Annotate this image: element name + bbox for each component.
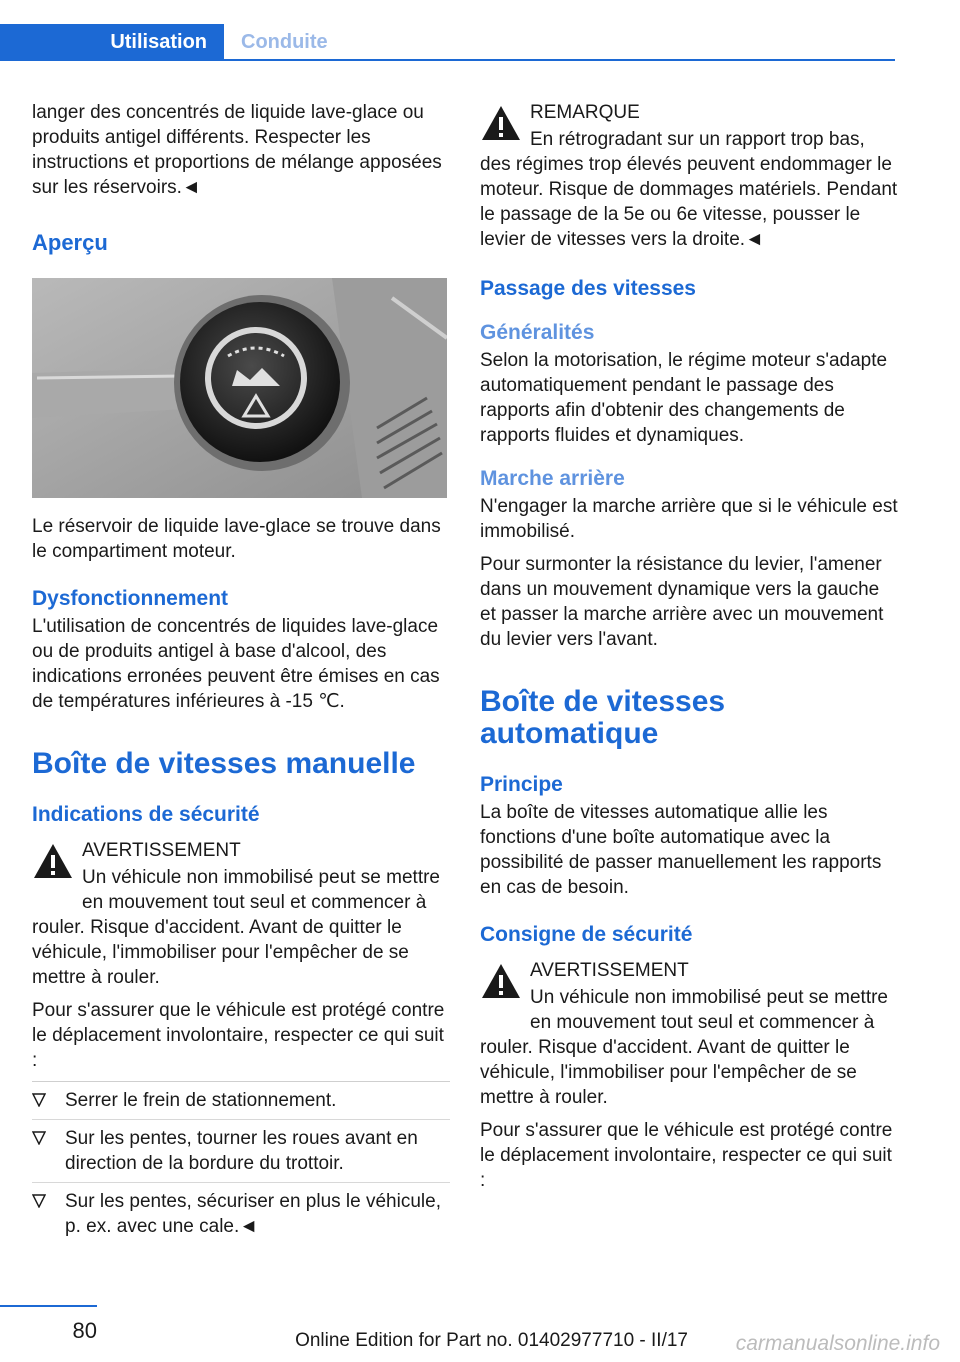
intro-text: langer des concentrés de liquide lave-glace ou produits antigel différents. Respecter les instructions et proportions de mélange apposées sur les réservoirs.◄ [32,102,442,198]
general-text: Selon la motorisation, le régime moteur s'adapte automatiquement pendant le passage des rapports afin d'obtenir des changements de rapports fluides et dynamiques. [480,350,888,446]
warning-triangle-icon [480,104,522,142]
safety-instruction-heading: Consigne de sécurité [480,923,693,946]
reverse-heading: Marche arrière [480,467,625,490]
note-text: des régimes trop élevés peuvent endommager le moteur. Risque de dommages matériels. Pendant le passage de la 5e ou 6e vitesse, pousser le levier de vitesses vers la droite.◄ [480,154,898,250]
list-item-text: Serrer le frein de stationnement. [65,1090,337,1111]
warning-triangle-icon [32,842,74,880]
page-number: 80 [72,1318,97,1343]
malfunction-text: L'utilisation de concentrés de liquides lave-glace ou de produits antigel à base d'alcool, des indications erronées peuvent être émises en cas de températures inférieures à -15 ℃. [32,616,440,712]
list-item-text: Sur les pentes, tourner les roues avant en direction de la bordure du trottoir. [65,1128,418,1174]
list-item-text: Sur les pentes, sécuriser en plus le véhicule, p. ex. avec une cale.◄ [65,1191,441,1237]
right-column [480,100,898,1201]
manual-gearbox-heading: Boîte de vitesses manuelle [32,747,416,780]
ensure-text: Pour s'assurer que le véhicule est protégé contre le déplacement involontaire, respecter ce qui suit : [32,1000,445,1071]
list-item [32,1081,450,1119]
photo-caption: Le réservoir de liquide lave-glace se trouve dans le compartiment moteur. [32,516,441,562]
warning-title: AVERTISSEMENT [530,960,689,981]
note-block [480,100,898,252]
list-item [32,1182,450,1245]
note-text-first: En rétrogradant sur un rapport trop bas, [530,129,865,150]
list-item [32,1119,450,1182]
footer-rule [0,1305,97,1307]
ensure-text: Pour s'assurer que le véhicule est protégé contre le déplacement involontaire, respecter ce qui suit : [480,1120,893,1191]
warning-block [480,958,898,1110]
warning-triangle-icon [480,962,522,1000]
warning-text: rouler. Risque d'accident. Avant de quitter le véhicule, l'immobiliser pour l'empêcher de se mettre à rouler. [480,1037,857,1108]
triangle-bullet-icon [32,1131,46,1145]
reverse-text-1: N'engager la marche arrière que si le véhicule est immobilisé. [480,496,898,542]
warning-title: AVERTISSEMENT [82,840,241,861]
principle-text: La boîte de vitesses automatique allie les fonctions d'une boîte automatique avec la possibilité de passer manuellement les rapports en cas de besoin. [480,802,882,898]
triangle-bullet-icon [32,1093,46,1107]
principle-heading: Principe [480,773,563,796]
precaution-list [32,1081,450,1245]
chapter-tabs [0,24,895,62]
washer-fluid-reservoir-photo [32,278,447,498]
automatic-gearbox-heading: Boîte de vitesses automatique [480,685,726,750]
triangle-bullet-icon [32,1194,46,1208]
tab-underline [224,59,895,61]
malfunction-heading: Dysfonctionnement [32,587,229,610]
general-heading: Généralités [480,321,595,344]
note-title: REMARQUE [530,102,640,123]
warning-text-first: Un véhicule non immobilisé peut se mettre en mouvement tout seul et commencer à [82,867,441,913]
tab-utilisation[interactable]: Utilisation [0,24,224,61]
warning-text-first: Un véhicule non immobilisé peut se mettre en mouvement tout seul et commencer à [530,987,889,1033]
warning-text: rouler. Risque d'accident. Avant de quitter le véhicule, l'immobiliser pour l'empêcher de se mettre à rouler. [32,917,409,988]
safety-heading: Indications de sécurité [32,803,260,826]
tab-conduite[interactable]: Conduite [241,31,328,53]
left-column [32,100,450,1245]
reverse-text-2: Pour surmonter la résistance du levier, l'amener dans un mouvement dynamique vers la gauche et passer la marche arrière avec un mouvement du levier vers l'avant. [480,554,884,650]
shifting-heading: Passage des vitesses [480,277,696,300]
warning-block [32,838,450,990]
overview-heading: Aperçu [32,230,108,255]
edition-text: Online Edition for Part no. 01402977710 - II/17 [295,1330,688,1351]
watermark: carmanualsonline.info [735,1332,940,1355]
